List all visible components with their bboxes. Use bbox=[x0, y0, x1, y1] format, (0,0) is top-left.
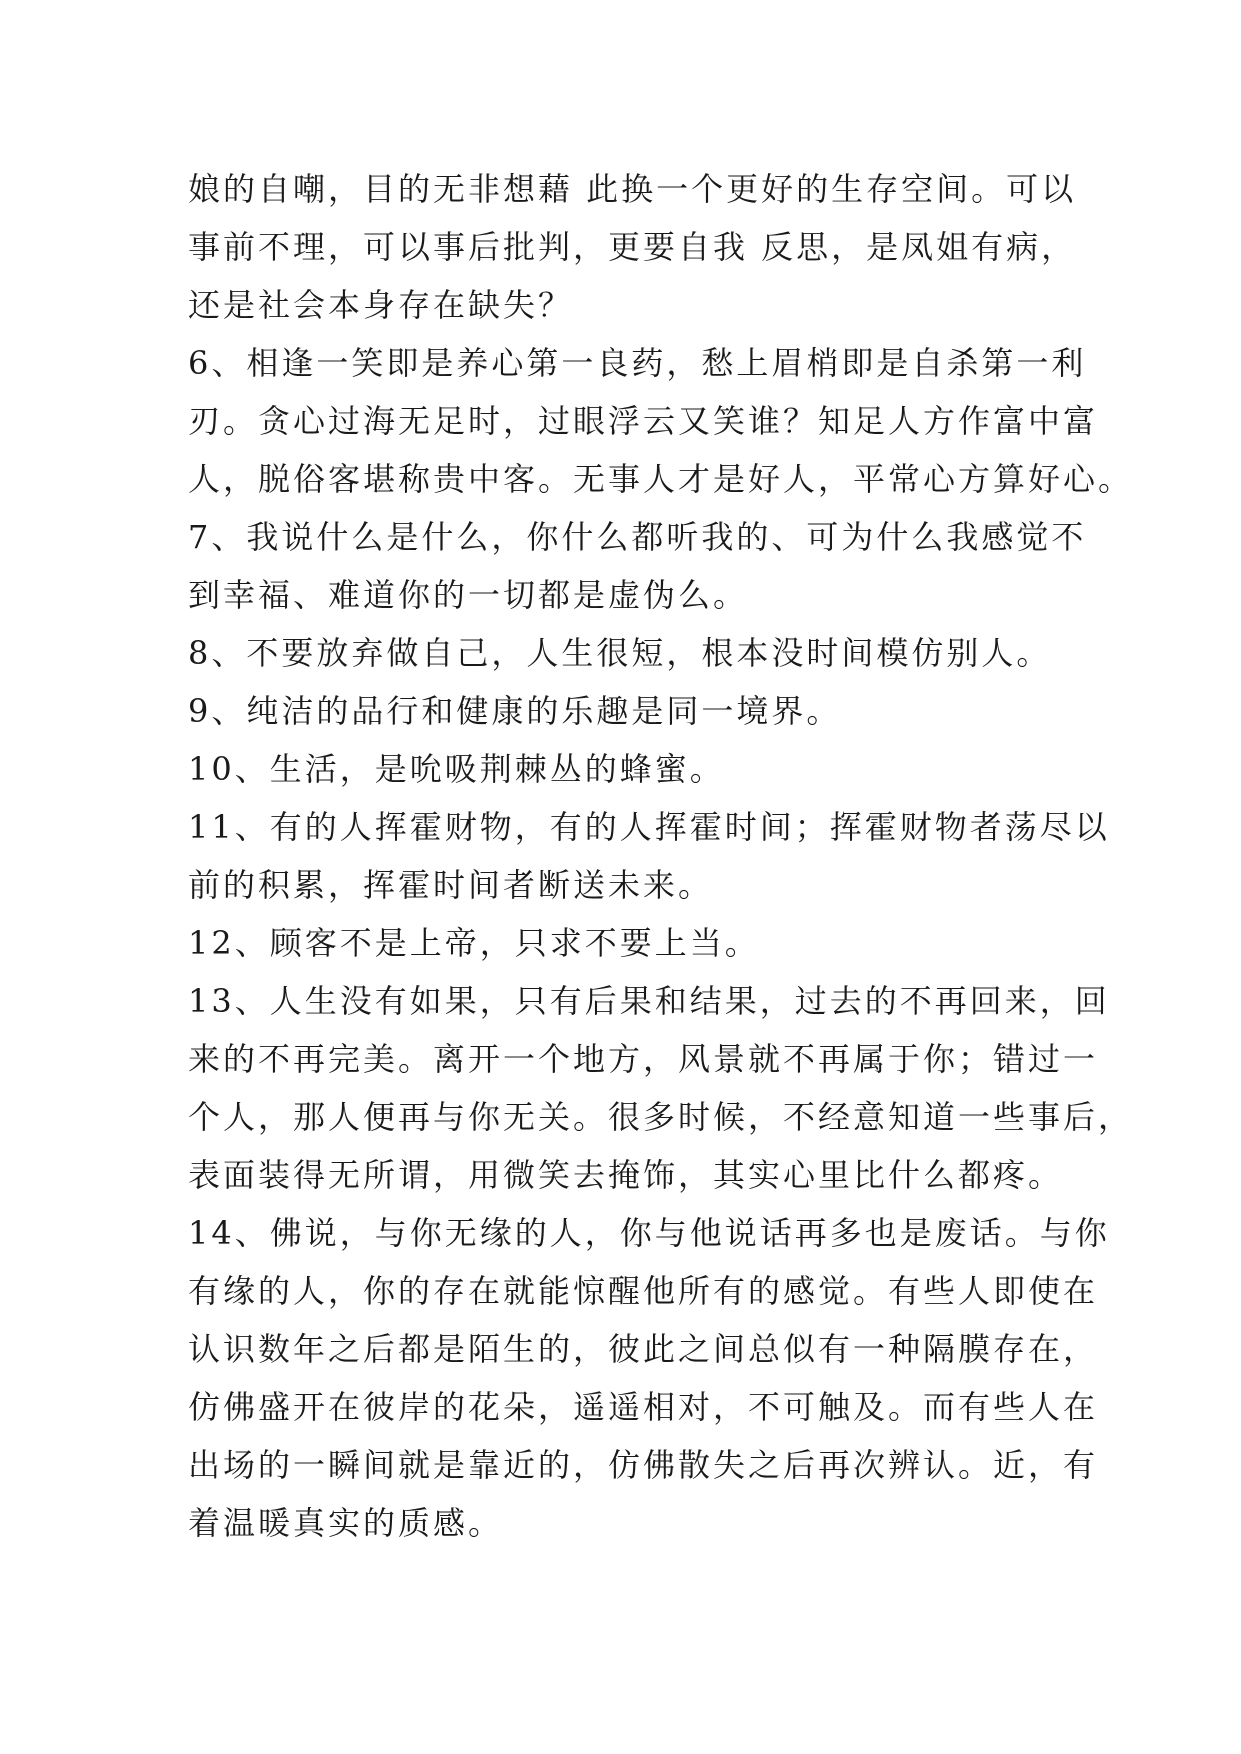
text-line: 13、人生没有如果，只有后果和结果，过去的不再回来，回 bbox=[188, 982, 1110, 1020]
text-line: 到幸福、难道你的一切都是虚伪么。 bbox=[188, 576, 749, 614]
text-line: 12、顾客不是上帝，只求不要上当。 bbox=[188, 924, 760, 962]
text-line: 11、有的人挥霍财物，有的人挥霍时间；挥霍财物者荡尽以 bbox=[188, 808, 1110, 846]
text-line: 有缘的人，你的存在就能惊醒他所有的感觉。有些人即使在 bbox=[188, 1272, 1099, 1310]
text-line: 前的积累，挥霍时间者断送未来。 bbox=[188, 866, 714, 904]
text-line: 8、不要放弃做自己，人生很短，根本没时间模仿别人。 bbox=[188, 634, 1052, 672]
text-line: 个人，那人便再与你无关。很多时候，不经意知道一些事后， bbox=[188, 1098, 1134, 1136]
text-line: 仿佛盛开在彼岸的花朵，遥遥相对，不可触及。而有些人在 bbox=[188, 1388, 1099, 1426]
text-line: 娘的自嘲，目的无非想藉 此换一个更好的生存空间。可以 bbox=[188, 170, 1077, 208]
text-line: 事前不理，可以事后批判，更要自我 反思，是凤姐有病， bbox=[188, 228, 1077, 266]
text-line: 出场的一瞬间就是靠近的，仿佛散失之后再次辨认。近，有 bbox=[188, 1446, 1099, 1484]
text-line: 6、相逢一笑即是养心第一良药，愁上眉梢即是自杀第一利 bbox=[188, 344, 1087, 382]
text-line: 认识数年之后都是陌生的，彼此之间总似有一种隔膜存在， bbox=[188, 1330, 1099, 1368]
text-line: 表面装得无所谓，用微笑去掩饰，其实心里比什么都疼。 bbox=[188, 1156, 1064, 1194]
text-line: 14、佛说，与你无缘的人，你与他说话再多也是废话。与你 bbox=[188, 1214, 1110, 1252]
text-line: 还是社会本身存在缺失？ bbox=[188, 286, 574, 324]
text-line: 7、我说什么是什么，你什么都听我的、可为什么我感觉不 bbox=[188, 518, 1087, 556]
text-line: 人，脱俗客堪称贵中客。无事人才是好人，平常心方算好心。 bbox=[188, 460, 1134, 498]
document-body bbox=[188, 160, 1134, 1552]
text-line: 10、生活，是吮吸荆棘丛的蜂蜜。 bbox=[188, 750, 725, 788]
text-line: 来的不再完美。离开一个地方，风景就不再属于你；错过一 bbox=[188, 1040, 1099, 1078]
text-line: 刃。贪心过海无足时，过眼浮云又笑谁？知足人方作富中富 bbox=[188, 402, 1099, 440]
text-line: 着温暖真实的质感。 bbox=[188, 1504, 504, 1542]
text-line: 9、纯洁的品行和健康的乐趣是同一境界。 bbox=[188, 692, 842, 730]
